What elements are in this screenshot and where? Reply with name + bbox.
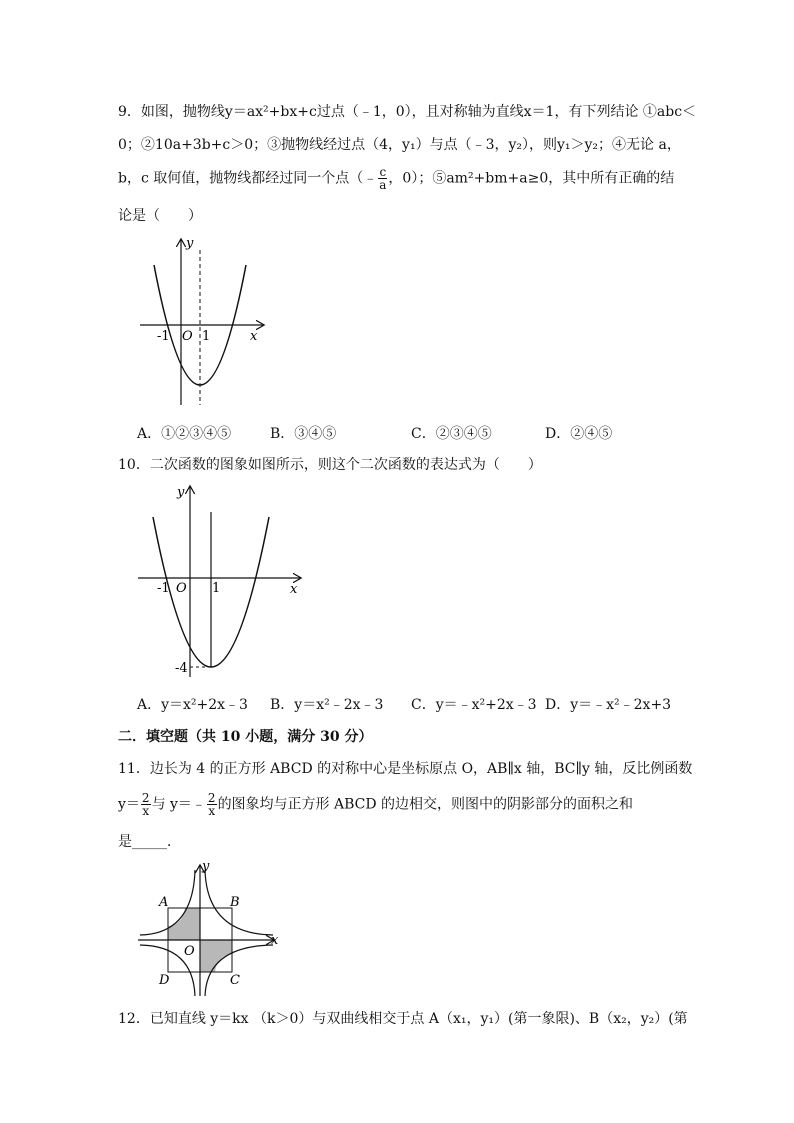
origin-label: O <box>176 581 187 596</box>
x-axis-label: x <box>250 329 258 344</box>
tick-label-1: 1 <box>212 581 221 596</box>
origin-label: O <box>184 944 195 959</box>
y-axis-label: y <box>177 485 185 500</box>
q11-fraction-2-over-x-b <box>207 792 217 817</box>
y-axis-label: y <box>186 236 194 251</box>
vertex-label-c: C <box>230 973 240 988</box>
q11-line-2-post: 的图象均与正方形 ABCD 的边相交，则图中的阴影部分的面积之和 <box>217 796 634 813</box>
fraction-numerator: 2 <box>141 791 150 805</box>
fraction-denominator: a <box>379 178 387 192</box>
fraction-numerator: 2 <box>207 791 216 805</box>
q9-line-4: 论是（ ） <box>118 208 202 224</box>
q9-parabola-figure <box>135 235 275 414</box>
q9-options <box>137 424 677 444</box>
vertex-label-d: D <box>159 973 170 988</box>
q10-option-d[interactable]: D．y＝﹣x²﹣2x+3 <box>545 697 672 713</box>
q9-option-b[interactable]: B．③④⑤ <box>270 426 337 442</box>
x-axis-label: x <box>271 933 279 948</box>
q11-fraction-2-over-x-a <box>141 792 151 817</box>
tick-label-neg4: -4 <box>175 661 188 676</box>
q9-line-3 <box>118 166 678 191</box>
q9-line-1: 9．如图，抛物线y＝ax²+bx+c过点（﹣1，0），且对称轴为直线x＝1，有下列结论 ①abc＜ <box>118 104 697 120</box>
q9-line-2: 0；②10a+3b+c＞0；③抛物线经过点（4，y₁）与点（﹣3，y₂），则y₁＞y₂；④无论 a， <box>118 137 681 153</box>
tick-label-neg1: -1 <box>157 581 170 596</box>
q9-option-c[interactable]: C．②③④⑤ <box>411 426 492 442</box>
tick-label-neg1: -1 <box>157 329 170 344</box>
fraction-denominator: x <box>208 804 216 818</box>
fraction-numerator: c <box>379 165 387 179</box>
vertex-label-b: B <box>230 895 240 910</box>
q11-line-2-mid: 与 y＝﹣ <box>151 796 206 813</box>
q9-fraction-c-over-a <box>378 166 387 191</box>
q10-parabola-figure <box>135 482 310 686</box>
tick-label-1: 1 <box>202 329 211 344</box>
q10-options <box>137 695 677 715</box>
q11-line-2-pre: y＝ <box>118 796 140 813</box>
q9-option-a[interactable]: A．①②③④⑤ <box>137 426 232 442</box>
q9-line-3-pre: b，c 取何值，抛物线都经过同一个点（﹣ <box>118 170 378 187</box>
q10-option-c[interactable]: C．y＝﹣x²+2x﹣3 <box>411 697 537 713</box>
q11-line-1: 11．边长为 4 的正方形 ABCD 的对称中心是坐标原点 O，AB∥x 轴，BC∥y 轴，反比例函数 <box>118 761 693 777</box>
q10-option-b[interactable]: B．y＝x²﹣2x﹣3 <box>270 697 384 713</box>
q11-line-2 <box>118 792 678 817</box>
y-axis-label: y <box>202 859 210 874</box>
vertex-label-a: A <box>159 895 169 910</box>
q11-line-3: 是_____． <box>118 834 181 850</box>
q9-line-3-post: ，0）；⑤am²+bm+a≥0，其中所有正确的结 <box>388 170 675 187</box>
q12-line-1: 12．已知直线 y＝kx （k＞0）与双曲线相交于点 A（x₁，y₁）(第一象限)、B（x₂，y₂）(第 <box>118 1011 688 1027</box>
section-2-heading: 二．填空题（共 10 小题，满分 30 分） <box>118 729 373 745</box>
fraction-denominator: x <box>142 804 150 818</box>
q10-line-1: 10．二次函数的图象如图所示，则这个二次函数的表达式为（ ） <box>118 457 542 473</box>
q11-square-hyperbola-figure <box>135 858 285 1002</box>
q9-option-d[interactable]: D．②④⑤ <box>545 426 613 442</box>
x-axis-label: x <box>290 582 298 597</box>
origin-label: O <box>182 329 193 344</box>
q10-option-a[interactable]: A．y＝x²+2x﹣3 <box>137 697 248 713</box>
